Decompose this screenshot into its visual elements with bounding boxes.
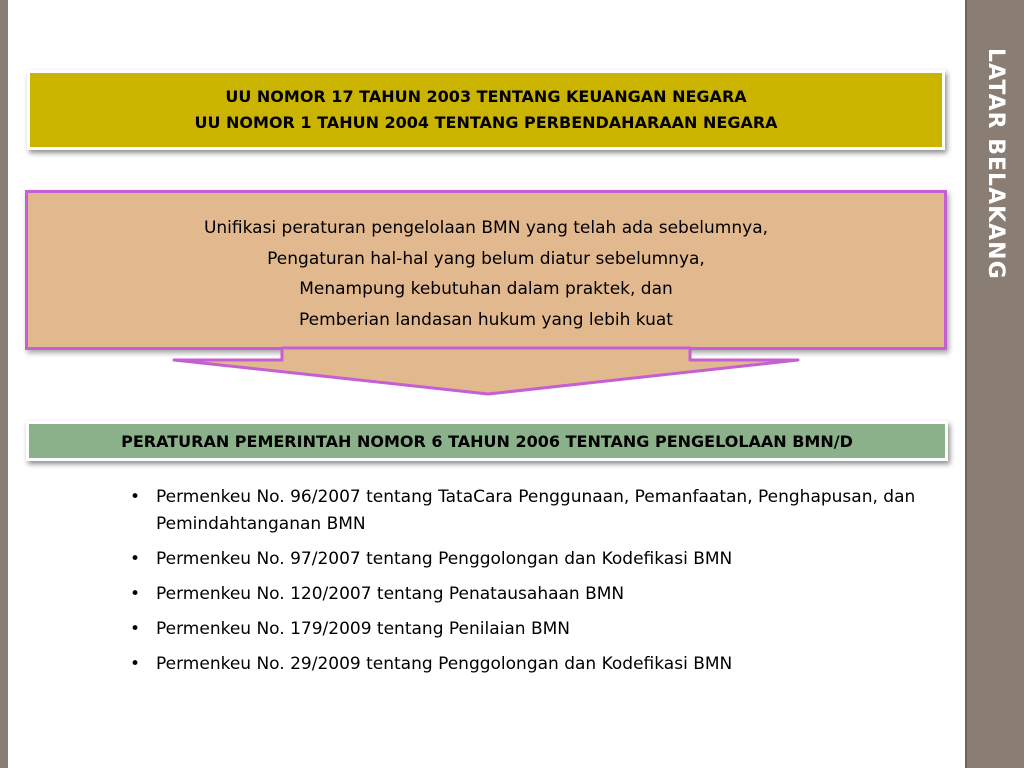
list-item-text: Permenkeu No. 179/2009 tentang Penilaian BMN bbox=[156, 619, 570, 639]
ministerial-regulations-list bbox=[128, 484, 928, 686]
list-item bbox=[128, 581, 928, 608]
list-item bbox=[128, 651, 928, 678]
bullet-icon: • bbox=[130, 654, 141, 674]
list-item-text: Permenkeu No. 29/2009 tentang Penggolongan dan Kodefikasi BMN bbox=[156, 654, 733, 674]
list-item-text: Permenkeu No. 96/2007 tentang TataCara Penggunaan, Pemanfaatan, Penghapusan, dan Pemindahtanganan BMN bbox=[156, 487, 916, 534]
slide-section-title: LATAR BELAKANG bbox=[983, 48, 1008, 280]
law-line-2: UU NOMOR 1 TAHUN 2004 TENTANG PERBENDAHARAAN NEGARA bbox=[194, 113, 778, 132]
government-regulation-box bbox=[26, 421, 948, 461]
purpose-line: Pemberian landasan hukum yang lebih kuat bbox=[299, 309, 673, 330]
purposes-box bbox=[25, 190, 947, 350]
list-item bbox=[128, 546, 928, 573]
government-regulation-title: PERATURAN PEMERINTAH NOMOR 6 TAHUN 2006 TENTANG PENGELOLAAN BMN/D bbox=[121, 431, 853, 451]
purpose-line: Unifikasi peraturan pengelolaan BMN yang telah ada sebelumnya, bbox=[203, 218, 769, 238]
bullet-icon: • bbox=[130, 584, 141, 604]
purpose-line: Menampung kebutuhan dalam praktek, dan bbox=[299, 279, 673, 299]
down-arrow-shape bbox=[170, 342, 810, 400]
bullet-icon: • bbox=[130, 549, 141, 569]
list-item-text: Permenkeu No. 120/2007 tentang Penatausahaan BMN bbox=[156, 584, 625, 604]
list-item bbox=[128, 484, 928, 538]
right-side-bar bbox=[965, 0, 1024, 768]
list-item bbox=[128, 616, 928, 643]
left-decor-bar bbox=[0, 0, 8, 768]
law-references-box bbox=[27, 70, 945, 150]
bullet-icon: • bbox=[130, 487, 141, 507]
purpose-line: Pengaturan hal-hal yang belum diatur sebelumnya, bbox=[267, 248, 705, 269]
bullet-icon: • bbox=[130, 619, 141, 639]
law-line-1: UU NOMOR 17 TAHUN 2003 TENTANG KEUANGAN NEGARA bbox=[225, 87, 747, 106]
list-item-text: Permenkeu No. 97/2007 tentang Penggolongan dan Kodefikasi BMN bbox=[156, 549, 733, 569]
